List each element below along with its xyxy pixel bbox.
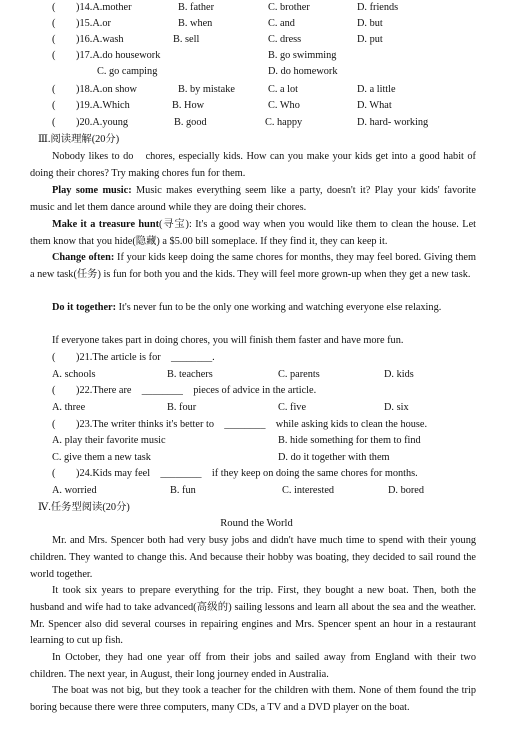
question-number: ( )15.A.or bbox=[52, 18, 111, 29]
option-b: B. How bbox=[172, 100, 205, 111]
option-b: B. father bbox=[178, 2, 215, 13]
question-number: ( )19.A.Which bbox=[52, 100, 130, 111]
option-b: B. four bbox=[167, 402, 197, 413]
option-c: C. dress bbox=[268, 34, 302, 45]
passage2-paragraph-3: In October, they had one year off from their jobs and sailed away from England with their two children. The next year, in August, their long journey ended in Australia. bbox=[30, 652, 476, 680]
option-c: C. and bbox=[268, 18, 295, 29]
section-heading-reading: Ⅲ.阅读理解(20分) bbox=[38, 134, 120, 145]
passage1-together bbox=[30, 300, 476, 317]
option-b: B. by mistake bbox=[178, 84, 235, 95]
passage2-title: Round the World bbox=[220, 518, 293, 529]
option-c: C. interested bbox=[282, 485, 335, 496]
tip-text: It's never fun to be the only one working and watching everyone else relaxing. bbox=[116, 302, 442, 313]
option-a: A. three bbox=[52, 402, 86, 413]
option-c: C. brother bbox=[268, 2, 310, 13]
passage1-change bbox=[30, 250, 476, 284]
option-c: C. give them a new task bbox=[52, 452, 151, 463]
question-stem: ( )23.The writer thinks it's better to ________ while asking kids to clean the house. bbox=[52, 419, 428, 430]
passage2-paragraph-2: It took six years to prepare everything for the trip. First, they bought a new boat. Then, both the husband and wife had to take advanced(高级的) sailing lessons and learn all about the sea and the weather. Mr. Spencer also did several courses in repairing engines and Mrs. Spencer spent an hour in a restaurant learning to cut up fish. bbox=[30, 585, 476, 647]
tip-heading: Do it together: bbox=[52, 302, 117, 313]
option-d: D. hard- working bbox=[357, 117, 429, 128]
option-d: D. friends bbox=[357, 2, 399, 13]
passage1-treasure bbox=[30, 217, 476, 251]
option-d: D. What bbox=[357, 100, 392, 111]
tip-heading: Play some music: bbox=[52, 185, 132, 196]
option-d: D. but bbox=[357, 18, 383, 29]
option-d: D. kids bbox=[384, 369, 414, 380]
passage1-music bbox=[30, 183, 476, 217]
question-number: ( )14.A.mother bbox=[52, 2, 132, 13]
option-c: C. a lot bbox=[268, 84, 299, 95]
option-b: B. fun bbox=[170, 485, 196, 496]
tip-text: (寻宝): It's a good way when you would like them to clean the house. Let them know that you hide(隐藏) a $5.00 bill someplace. If they find it, they can keep it. bbox=[30, 219, 477, 247]
question-number: ( )16.A.wash bbox=[52, 34, 124, 45]
option-c: C. Who bbox=[268, 100, 300, 111]
tip-text: If your kids keep doing the same chores for months, they may feel bored. Giving them a new task(任务) is fun for both you and the kids. They will feel more grown-up when they get a new task. bbox=[30, 252, 476, 280]
section-heading-task-reading: Ⅳ.任务型阅读(20分) bbox=[38, 502, 130, 513]
option-c: C. parents bbox=[278, 369, 320, 380]
option-d: D. six bbox=[384, 402, 409, 413]
passage1-intro: Nobody likes to do chores, especially kids. How can you make your kids get into a good habit of doing their chores? Try making chores fun for them. bbox=[30, 151, 476, 179]
option-d: D. put bbox=[357, 34, 383, 45]
option-b: B. teachers bbox=[167, 369, 213, 380]
option-a: A. schools bbox=[52, 369, 96, 380]
question-number: ( )20.A.young bbox=[52, 117, 129, 128]
option-d: D. do it together with them bbox=[278, 452, 390, 463]
option-d: D. bored bbox=[388, 485, 425, 496]
tip-heading: Change often: bbox=[52, 252, 115, 263]
option-b: B. good bbox=[174, 117, 207, 128]
question-number: ( )18.A.on show bbox=[52, 84, 137, 95]
option-b: B. go swimming bbox=[268, 50, 337, 61]
tip-heading: Make it a treasure hunt bbox=[52, 219, 160, 230]
passage2-paragraph-4: The boat was not big, but they took a teacher for the children with them. None of them found the trip boring because there were three computers, many CDs, a TV and a DVD player on the boat. bbox=[30, 685, 476, 713]
option-a: A. play their favorite music bbox=[52, 435, 166, 446]
passage2-paragraph-1: Mr. and Mrs. Spencer both had very busy jobs and didn't have much time to spend with their young children. They wanted to change this. And because their hobby was boating, they decided to sail round the world together. bbox=[30, 535, 476, 580]
question-stem: ( )22.There are ________ pieces of advice in the article. bbox=[52, 385, 317, 396]
option-b: B. when bbox=[178, 18, 213, 29]
option-a: A. worried bbox=[52, 485, 97, 496]
tip-text: Music makes everything seem like a party, doesn't it? Play your kids' favorite music and let them dance around while they are doing their chores. bbox=[30, 185, 476, 213]
option-d: D. a little bbox=[357, 84, 396, 95]
option-d: D. do homework bbox=[268, 66, 338, 77]
option-c: C. happy bbox=[265, 117, 303, 128]
option-b: B. sell bbox=[173, 34, 200, 45]
question-stem: ( )24.Kids may feel ________ if they keep on doing the same chores for months. bbox=[52, 468, 418, 479]
passage1-conclusion: If everyone takes part in doing chores, you will finish them faster and have more fun. bbox=[52, 335, 404, 346]
question-stem: ( )21.The article is for ________. bbox=[52, 352, 215, 363]
option-c: C. five bbox=[278, 402, 307, 413]
question-number: ( )17.A.do housework bbox=[52, 50, 161, 61]
option-b: B. hide something for them to find bbox=[278, 435, 421, 446]
option-c: C. go camping bbox=[97, 66, 158, 77]
